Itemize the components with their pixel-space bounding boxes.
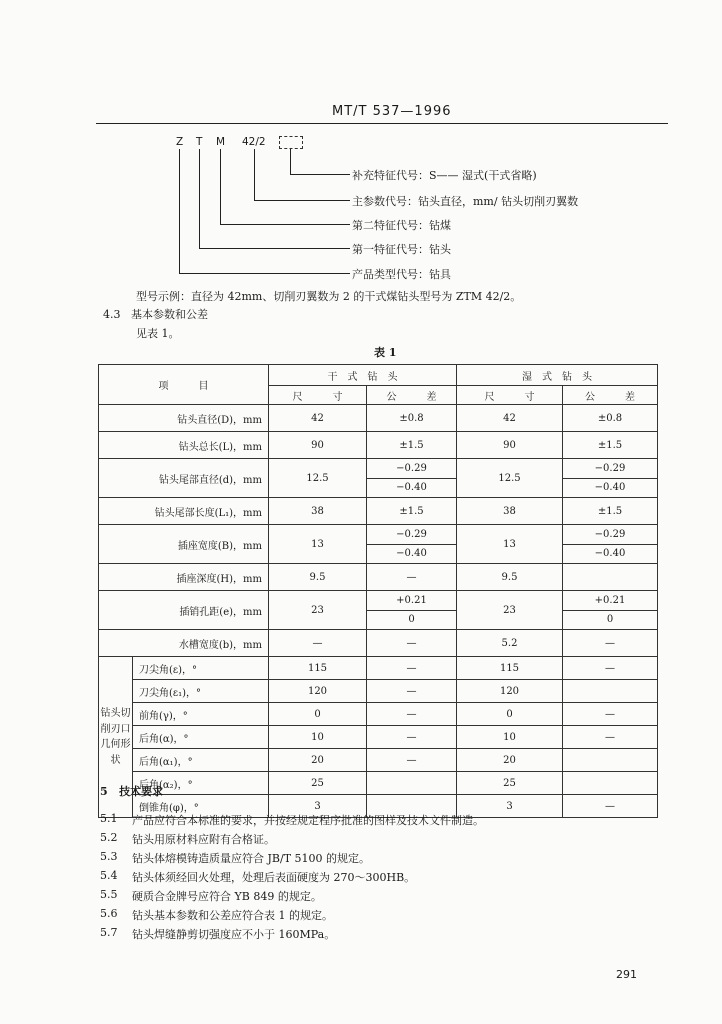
dry-size: 3 xyxy=(269,795,367,818)
row-item: 钻头总长(L)，mm xyxy=(99,432,269,459)
wet-size: 12.5 xyxy=(457,459,563,498)
wet-tolerance xyxy=(563,591,658,630)
wet-tolerance xyxy=(563,772,658,795)
requirement-text: 产品应符合本标准的要求，并按经规定程序批准的图样及技术文件制造。 xyxy=(132,814,484,827)
dry-tolerance: — xyxy=(367,703,457,726)
dry-tolerance xyxy=(367,630,457,657)
requirement-number: 5.2 xyxy=(100,831,118,844)
dry-size: 90 xyxy=(269,432,367,459)
dry-tolerance: — xyxy=(367,726,457,749)
tolerance-lower: −0.40 xyxy=(563,544,657,564)
dry-size: 25 xyxy=(269,772,367,795)
requirement-text: 钻头基本参数和公差应符合表 1 的规定。 xyxy=(132,909,333,922)
dry-size: 10 xyxy=(269,726,367,749)
dry-tolerance xyxy=(367,591,457,630)
requirement-number: 5.7 xyxy=(100,926,118,939)
table-title: 表 1 xyxy=(374,346,397,359)
table-row xyxy=(99,749,658,772)
dry-size: 9.5 xyxy=(269,564,367,591)
requirement-number: 5.1 xyxy=(100,812,118,825)
row-item: 后角(α)，° xyxy=(133,726,269,749)
code-letter-m: M xyxy=(216,136,226,148)
tolerance-pair xyxy=(367,459,456,497)
table-row xyxy=(99,726,658,749)
tolerance-upper: −0.29 xyxy=(594,462,626,474)
wet-size: 9.5 xyxy=(457,564,563,591)
wet-size: 38 xyxy=(457,498,563,525)
code-letter-z: Z xyxy=(176,136,184,148)
dry-size: 42 xyxy=(269,405,367,432)
wet-size: 5.2 xyxy=(457,630,563,657)
wet-tolerance xyxy=(563,680,658,703)
table-row xyxy=(99,772,658,795)
dry-size: 12.5 xyxy=(269,459,367,498)
requirement-text: 钻头焊缝静剪切强度应不小于 160MPa。 xyxy=(132,928,336,941)
code-main-param: 42/2 xyxy=(242,136,266,148)
code-label-second-feature: 第二特征代号：钻煤 xyxy=(352,219,451,232)
requirement-number: 5.5 xyxy=(100,888,118,901)
row-item: 倒锥角(φ)，° xyxy=(133,795,269,818)
tolerance-pair xyxy=(563,525,657,563)
requirement-text: 钻头体熔模铸造质量应符合 JB/T 5100 的规定。 xyxy=(132,852,371,865)
section-number: 5 xyxy=(100,785,108,798)
dry-size: 115 xyxy=(269,657,367,680)
tolerance-pair xyxy=(367,525,456,563)
code-label-first-feature: 第一特征代号：钻头 xyxy=(352,243,451,256)
table-row xyxy=(99,703,658,726)
tolerance-pair xyxy=(367,591,456,629)
wet-size: 90 xyxy=(457,432,563,459)
tolerance-value: ±1.5 xyxy=(399,439,424,451)
table-row xyxy=(99,680,658,703)
wet-tolerance xyxy=(563,630,658,657)
wet-size: 25 xyxy=(457,772,563,795)
group-label: 钻头切削刃口几何形状 xyxy=(99,657,133,818)
dry-size: 120 xyxy=(269,680,367,703)
table-row xyxy=(99,405,658,432)
wet-tolerance: — xyxy=(563,703,658,726)
col-size-header: 尺 寸 xyxy=(269,386,367,405)
tolerance-pair xyxy=(563,459,657,497)
requirement-text: 钻头用原材料应附有合格证。 xyxy=(132,833,275,846)
row-item: 钻头尾部直径(d)，mm xyxy=(99,459,269,498)
code-label-main-param: 主参数代号：钻头直径，mm/ 钻头切削刃翼数 xyxy=(352,195,579,208)
section-4-3-text: 见表 1。 xyxy=(136,327,180,340)
dry-size: 0 xyxy=(269,703,367,726)
dry-tolerance xyxy=(367,459,457,498)
dry-tolerance: — xyxy=(367,680,457,703)
row-item: 钻头直径(D)，mm xyxy=(99,405,269,432)
standard-code: MT/T 537—1996 xyxy=(332,104,452,119)
group-wet-header: 湿 式 钻 头 xyxy=(457,365,658,386)
wet-tolerance xyxy=(563,405,658,432)
wet-size: 42 xyxy=(457,405,563,432)
code-label-product-type: 产品类型代号：钻具 xyxy=(352,268,451,281)
table-row xyxy=(99,657,658,680)
wet-size: 13 xyxy=(457,525,563,564)
tolerance-upper: −0.29 xyxy=(594,528,626,540)
parameters-table xyxy=(98,364,658,818)
tolerance-pair xyxy=(563,591,657,629)
wet-size: 3 xyxy=(457,795,563,818)
dry-size: — xyxy=(269,630,367,657)
row-item: 刀尖角(ε₁)，° xyxy=(133,680,269,703)
code-label-supplement: 补充特征代号：S—— 湿式(干式省略) xyxy=(352,169,537,182)
tolerance-upper: −0.29 xyxy=(396,462,427,474)
dry-size: 38 xyxy=(269,498,367,525)
requirement-number: 5.6 xyxy=(100,907,118,920)
row-item: 后角(α₁)，° xyxy=(133,749,269,772)
wet-tolerance xyxy=(563,498,658,525)
col-tol-header: 公 差 xyxy=(563,386,658,405)
row-item: 前角(γ)，° xyxy=(133,703,269,726)
table-row xyxy=(99,564,658,591)
table-row xyxy=(99,432,658,459)
wet-size: 20 xyxy=(457,749,563,772)
wet-size: 10 xyxy=(457,726,563,749)
row-item: 插座宽度(B)，mm xyxy=(99,525,269,564)
row-item: 后角(α₂)，° xyxy=(133,772,269,795)
dry-tolerance: — xyxy=(367,749,457,772)
dry-tolerance xyxy=(367,772,457,795)
col-item-header: 项 目 xyxy=(99,365,269,405)
row-item: 刀尖角(ε)，° xyxy=(133,657,269,680)
tolerance-upper: −0.29 xyxy=(396,528,427,540)
tolerance-value: ±0.8 xyxy=(597,412,623,424)
dry-size: 13 xyxy=(269,525,367,564)
section-5-heading xyxy=(100,783,163,799)
page-number: 291 xyxy=(616,968,637,981)
tolerance-lower: 0 xyxy=(563,610,657,630)
wet-size: 0 xyxy=(457,703,563,726)
wet-size: 120 xyxy=(457,680,563,703)
wet-tolerance: — xyxy=(563,657,658,680)
code-supplement-slot xyxy=(279,136,303,149)
tolerance-upper: +0.21 xyxy=(396,594,427,606)
requirement-number: 5.3 xyxy=(100,850,118,863)
requirement-text: 硬质合金牌号应符合 YB 849 的规定。 xyxy=(132,890,322,903)
tolerance-value: — xyxy=(605,637,615,649)
section-title: 基本参数和公差 xyxy=(131,308,208,321)
dry-tolerance xyxy=(367,564,457,591)
wet-size: 23 xyxy=(457,591,563,630)
tolerance-value: — xyxy=(406,637,417,649)
table-row xyxy=(99,498,658,525)
tolerance-value: — xyxy=(406,571,417,583)
tolerance-value: ±1.5 xyxy=(597,439,623,451)
tolerance-lower: −0.40 xyxy=(367,478,456,498)
group-dry-header: 干 式 钻 头 xyxy=(269,365,457,386)
wet-tolerance xyxy=(563,525,658,564)
dry-tolerance xyxy=(367,432,457,459)
row-item: 水槽宽度(b)，mm xyxy=(99,630,269,657)
tolerance-value: ±0.8 xyxy=(399,412,424,424)
dry-size: 20 xyxy=(269,749,367,772)
tolerance-value: ±1.5 xyxy=(399,505,424,517)
dry-tolerance xyxy=(367,405,457,432)
tolerance-value: ±1.5 xyxy=(597,505,623,517)
requirement-number: 5.4 xyxy=(100,869,118,882)
dry-tolerance: — xyxy=(367,657,457,680)
row-item: 插销孔距(e)，mm xyxy=(99,591,269,630)
wet-tolerance xyxy=(563,564,658,591)
table-row xyxy=(99,630,658,657)
dry-size: 23 xyxy=(269,591,367,630)
wet-tolerance xyxy=(563,459,658,498)
model-example: 型号示例：直径为 42mm、切削刃翼数为 2 的干式煤钻头型号为 ZTM 42/2。 xyxy=(136,290,522,303)
wet-tolerance xyxy=(563,749,658,772)
wet-tolerance: — xyxy=(563,726,658,749)
dry-tolerance xyxy=(367,498,457,525)
tolerance-upper: +0.21 xyxy=(594,594,626,606)
col-size-header: 尺 寸 xyxy=(457,386,563,405)
col-tol-header: 公 差 xyxy=(367,386,457,405)
tolerance-lower: −0.40 xyxy=(563,478,657,498)
tolerance-lower: 0 xyxy=(367,610,456,630)
code-letter-t: T xyxy=(196,136,203,148)
section-4-3-heading xyxy=(103,306,208,322)
wet-tolerance: — xyxy=(563,795,658,818)
section-number: 4.3 xyxy=(103,308,121,321)
section-title: 技术要求 xyxy=(119,785,164,798)
header-rule xyxy=(96,123,668,124)
wet-tolerance xyxy=(563,432,658,459)
requirement-text: 钻头体须经回火处理，处理后表面硬度为 270～300HB。 xyxy=(132,871,416,884)
row-item: 钻头尾部长度(L₁)，mm xyxy=(99,498,269,525)
table-row xyxy=(99,459,658,498)
wet-size: 115 xyxy=(457,657,563,680)
tolerance-lower: −0.40 xyxy=(367,544,456,564)
row-item: 插座深度(H)，mm xyxy=(99,564,269,591)
dry-tolerance xyxy=(367,525,457,564)
table-row xyxy=(99,591,658,630)
table-row xyxy=(99,525,658,564)
